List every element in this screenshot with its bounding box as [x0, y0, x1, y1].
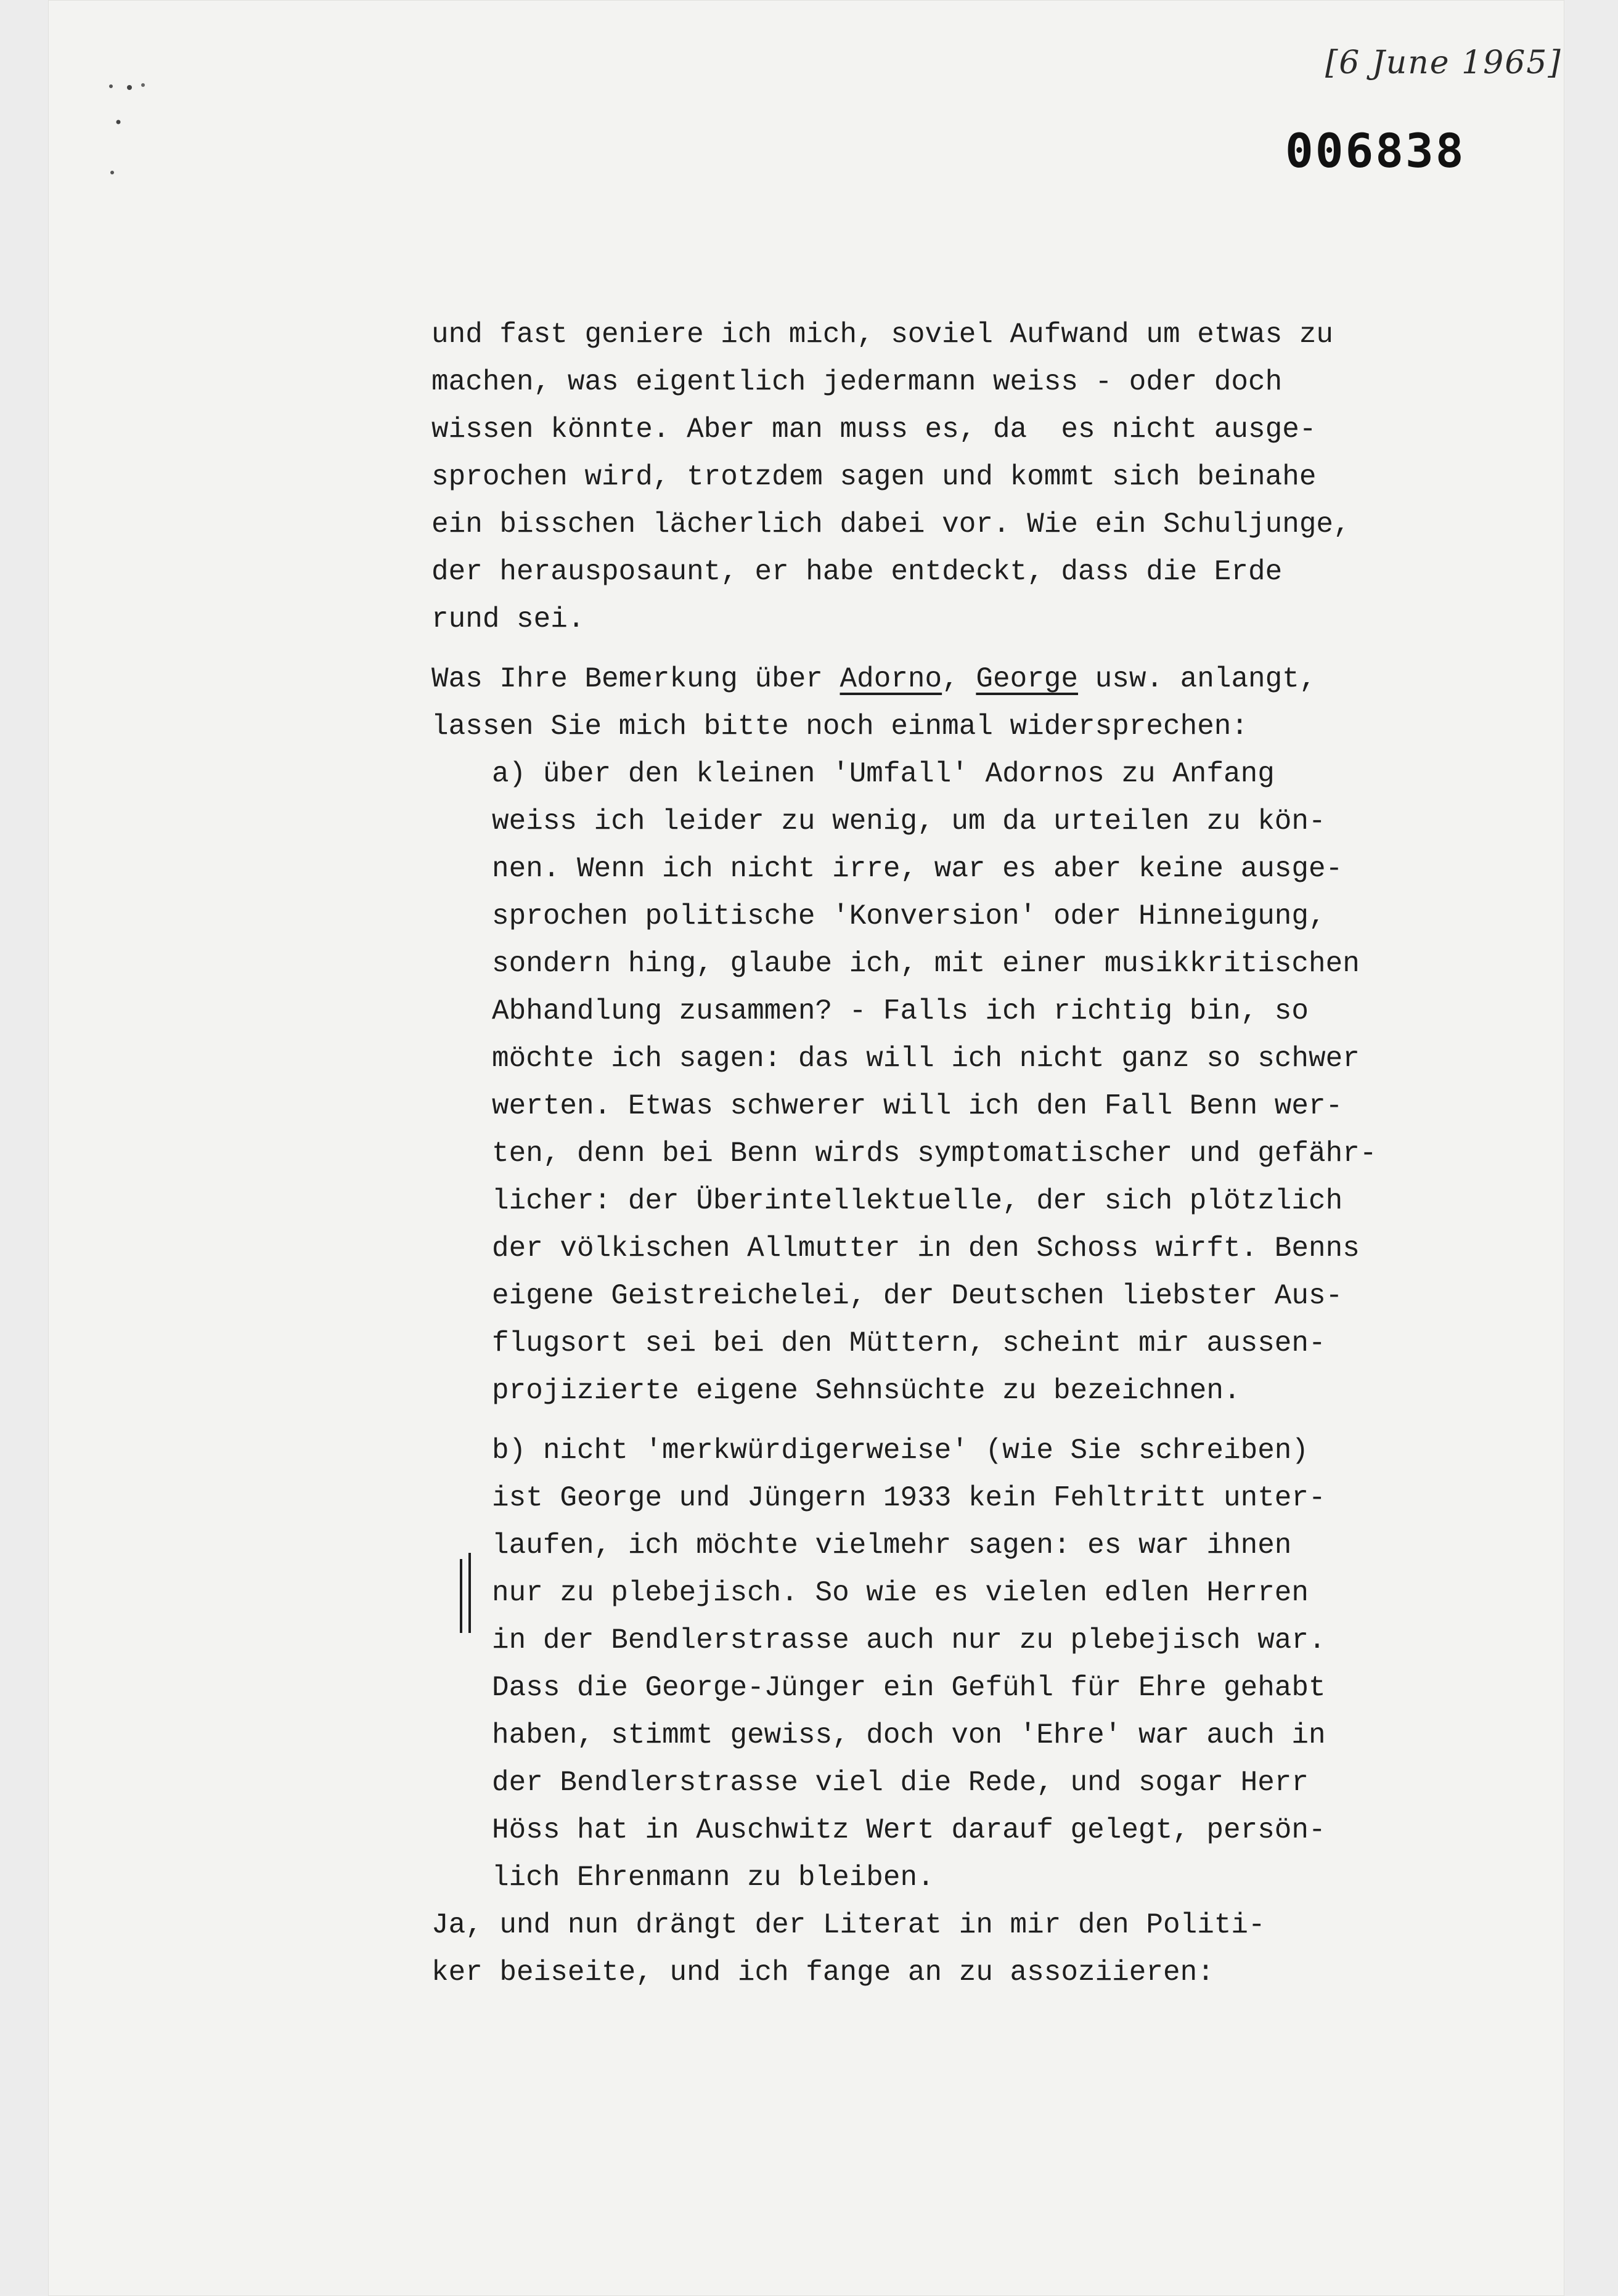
text-line: Höss hat in Auschwitz Wert darauf gelegt, persön-	[492, 1814, 1326, 1846]
text-segment: ,	[942, 663, 976, 695]
paragraph-1	[431, 311, 1504, 643]
text-segment: Was Ihre Bemerkung über	[431, 663, 840, 695]
point-a	[431, 751, 1504, 1415]
text-line: machen, was eigentlich jedermann weiss - oder doch	[431, 366, 1283, 398]
letter-body	[431, 311, 1504, 1997]
point-b	[431, 1427, 1504, 1902]
text-line: der Bendlerstrasse viel die Rede, und sogar Herr	[492, 1767, 1309, 1799]
text-line: nen. Wenn ich nicht irre, war es aber keine ausge-	[492, 853, 1343, 885]
text-line: haben, stimmt gewiss, doch von 'Ehre' war auch in	[492, 1719, 1326, 1751]
text-line: sondern hing, glaube ich, mit einer musikkritischen	[492, 948, 1360, 980]
text-line: licher: der Überintellektuelle, der sich plötzlich	[492, 1185, 1343, 1217]
text-line: laufen, ich möchte vielmehr sagen: es war ihnen	[492, 1529, 1292, 1561]
paragraph-gap	[431, 1415, 1504, 1427]
paragraph-gap	[431, 643, 1504, 656]
text-line: der herausposaunt, er habe entdeckt, dass die Erde	[431, 556, 1283, 588]
text-line: Ja, und nun drängt der Literat in mir den Politi-	[431, 1909, 1265, 1941]
underlined-name-george: George	[976, 663, 1079, 695]
text-line: ein bisschen lächerlich dabei vor. Wie ein Schuljunge,	[431, 508, 1350, 540]
text-line: sprochen politische 'Konversion' oder Hinneigung,	[492, 900, 1326, 932]
text-line: rund sei.	[431, 603, 585, 635]
text-line: weiss ich leider zu wenig, um da urteilen zu kön-	[492, 805, 1326, 837]
margin-specks	[105, 74, 160, 197]
text-line: sprochen wird, trotzdem sagen und kommt sich beinahe	[431, 461, 1317, 493]
text-line: wissen könnte. Aber man muss es, da es nicht ausge-	[431, 413, 1317, 446]
text-line: lich Ehrenmann zu bleiben.	[492, 1862, 934, 1894]
text-segment: usw. anlangt,	[1078, 663, 1317, 695]
text-line: der völkischen Allmutter in den Schoss wirft. Benns	[492, 1232, 1360, 1264]
underlined-name-adorno: Adorno	[840, 663, 942, 695]
text-line: und fast geniere ich mich, soviel Aufwand um etwas zu	[431, 319, 1334, 351]
text-line: a) über den kleinen 'Umfall' Adornos zu Anfang	[492, 758, 1275, 790]
text-line: möchte ich sagen: das will ich nicht ganz so schwer	[492, 1043, 1360, 1075]
closing-paragraph	[431, 1902, 1504, 1997]
document-number-stamp: 006838	[1285, 123, 1466, 178]
handwritten-date-note: [6 June 1965]	[1325, 44, 1562, 81]
text-line: ker beiseite, und ich fange an zu assoziieren:	[431, 1956, 1214, 1989]
text-line: werten. Etwas schwerer will ich den Fall Benn wer-	[492, 1090, 1343, 1122]
text-line	[431, 656, 1504, 703]
paragraph-2	[431, 656, 1504, 751]
text-line: ist George und Jüngern 1933 kein Fehltritt unter-	[492, 1482, 1326, 1514]
text-line: in der Bendlerstrasse auch nur zu plebejisch war.	[492, 1624, 1326, 1656]
text-line: eigene Geistreichelei, der Deutschen liebster Aus-	[492, 1280, 1343, 1312]
text-line: Abhandlung zusammen? - Falls ich richtig bin, so	[492, 995, 1309, 1027]
text-line: projizierte eigene Sehnsüchte zu bezeichnen.	[492, 1375, 1241, 1407]
text-line: flugsort sei bei den Müttern, scheint mir aussen-	[492, 1327, 1326, 1359]
margin-marker-double-bar	[456, 1553, 487, 1639]
text-line: Dass die George-Jünger ein Gefühl für Ehre gehabt	[492, 1672, 1326, 1704]
text-line: ten, denn bei Benn wirds symptomatischer und gefähr-	[492, 1138, 1377, 1170]
text-line: lassen Sie mich bitte noch einmal widersprechen:	[431, 710, 1249, 743]
text-line: b) nicht 'merkwürdigerweise' (wie Sie schreiben)	[492, 1435, 1309, 1467]
text-line: nur zu plebejisch. So wie es vielen edlen Herren	[492, 1577, 1309, 1609]
